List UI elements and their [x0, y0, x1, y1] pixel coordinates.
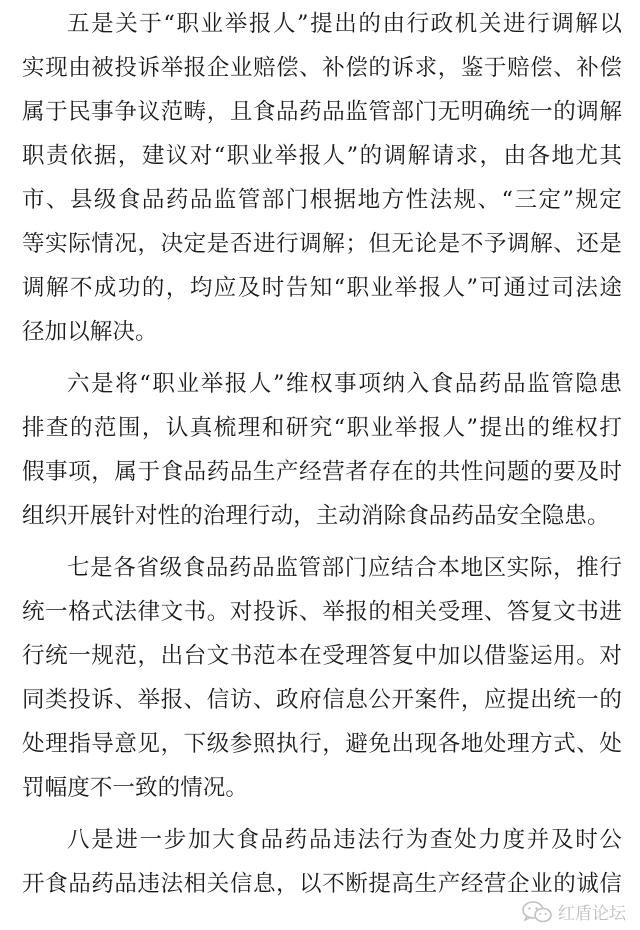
watermark [522, 899, 626, 924]
paragraph-5 [22, 2, 622, 354]
text-line: 径加以解决。 [22, 319, 158, 345]
text-line: 同类投诉、举报、信访、政府信息公开案件，应提出统一的 [22, 687, 622, 713]
paragraph-gap [22, 538, 622, 546]
text-line: 六是将“职业举报人”维权事项纳入食品药品监管隐患 [67, 371, 622, 397]
text-line: 开食品药品违法相关信息，以不断提高生产经营企业的诚信 [22, 871, 622, 897]
paragraph-gap [22, 354, 622, 362]
text-line: 市、县级食品药品监管部门根据地方性法规、“三定”规定 [22, 187, 622, 213]
text-line: 罚幅度不一致的情况。 [22, 775, 249, 801]
text-line: 处理指导意见，下级参照执行，避免出现各地处理方式、处 [22, 731, 622, 757]
paragraph-8 [22, 818, 622, 906]
text-line: 属于民事争议范畴，且食品药品监管部门无明确统一的调解 [22, 99, 622, 125]
text-line: 调解不成功的，均应及时告知“职业举报人”可通过司法途 [22, 275, 622, 301]
text-line: 实现由被投诉举报企业赔偿、补偿的诉求，鉴于赔偿、补偿 [22, 55, 622, 81]
text-line: 五是关于“职业举报人”提出的由行政机关进行调解以 [67, 11, 622, 37]
text-line: 七是各省级食品药品监管部门应结合本地区实际，推行 [67, 555, 622, 581]
text-line: 等实际情况，决定是否进行调解；但无论是不予调解、还是 [22, 231, 622, 257]
text-line: 行统一规范，出台文书范本在受理答复中加以借鉴运用。对 [22, 643, 622, 669]
paragraph-gap [22, 810, 622, 818]
text-line: 组织开展针对性的治理行动，主动消除食品药品安全隐患。 [22, 503, 610, 529]
paragraph-6 [22, 362, 622, 538]
document-page [22, 2, 622, 906]
watermark-text: 红盾论坛 [558, 904, 626, 924]
text-line: 八是进一步加大食品药品违法行为查处力度并及时公 [67, 827, 622, 853]
text-line: 职责依据，建议对“职业举报人”的调解请求，由各地尤其 [22, 143, 622, 169]
wechat-icon [522, 901, 552, 923]
text-line: 假事项，属于食品药品生产经营者存在的共性问题的要及时 [22, 459, 622, 485]
text-line: 排查的范围，认真梳理和研究“职业举报人”提出的维权打 [22, 415, 622, 441]
paragraph-7 [22, 546, 622, 810]
text-line: 统一格式法律文书。对投诉、举报的相关受理、答复文书进 [22, 599, 622, 625]
